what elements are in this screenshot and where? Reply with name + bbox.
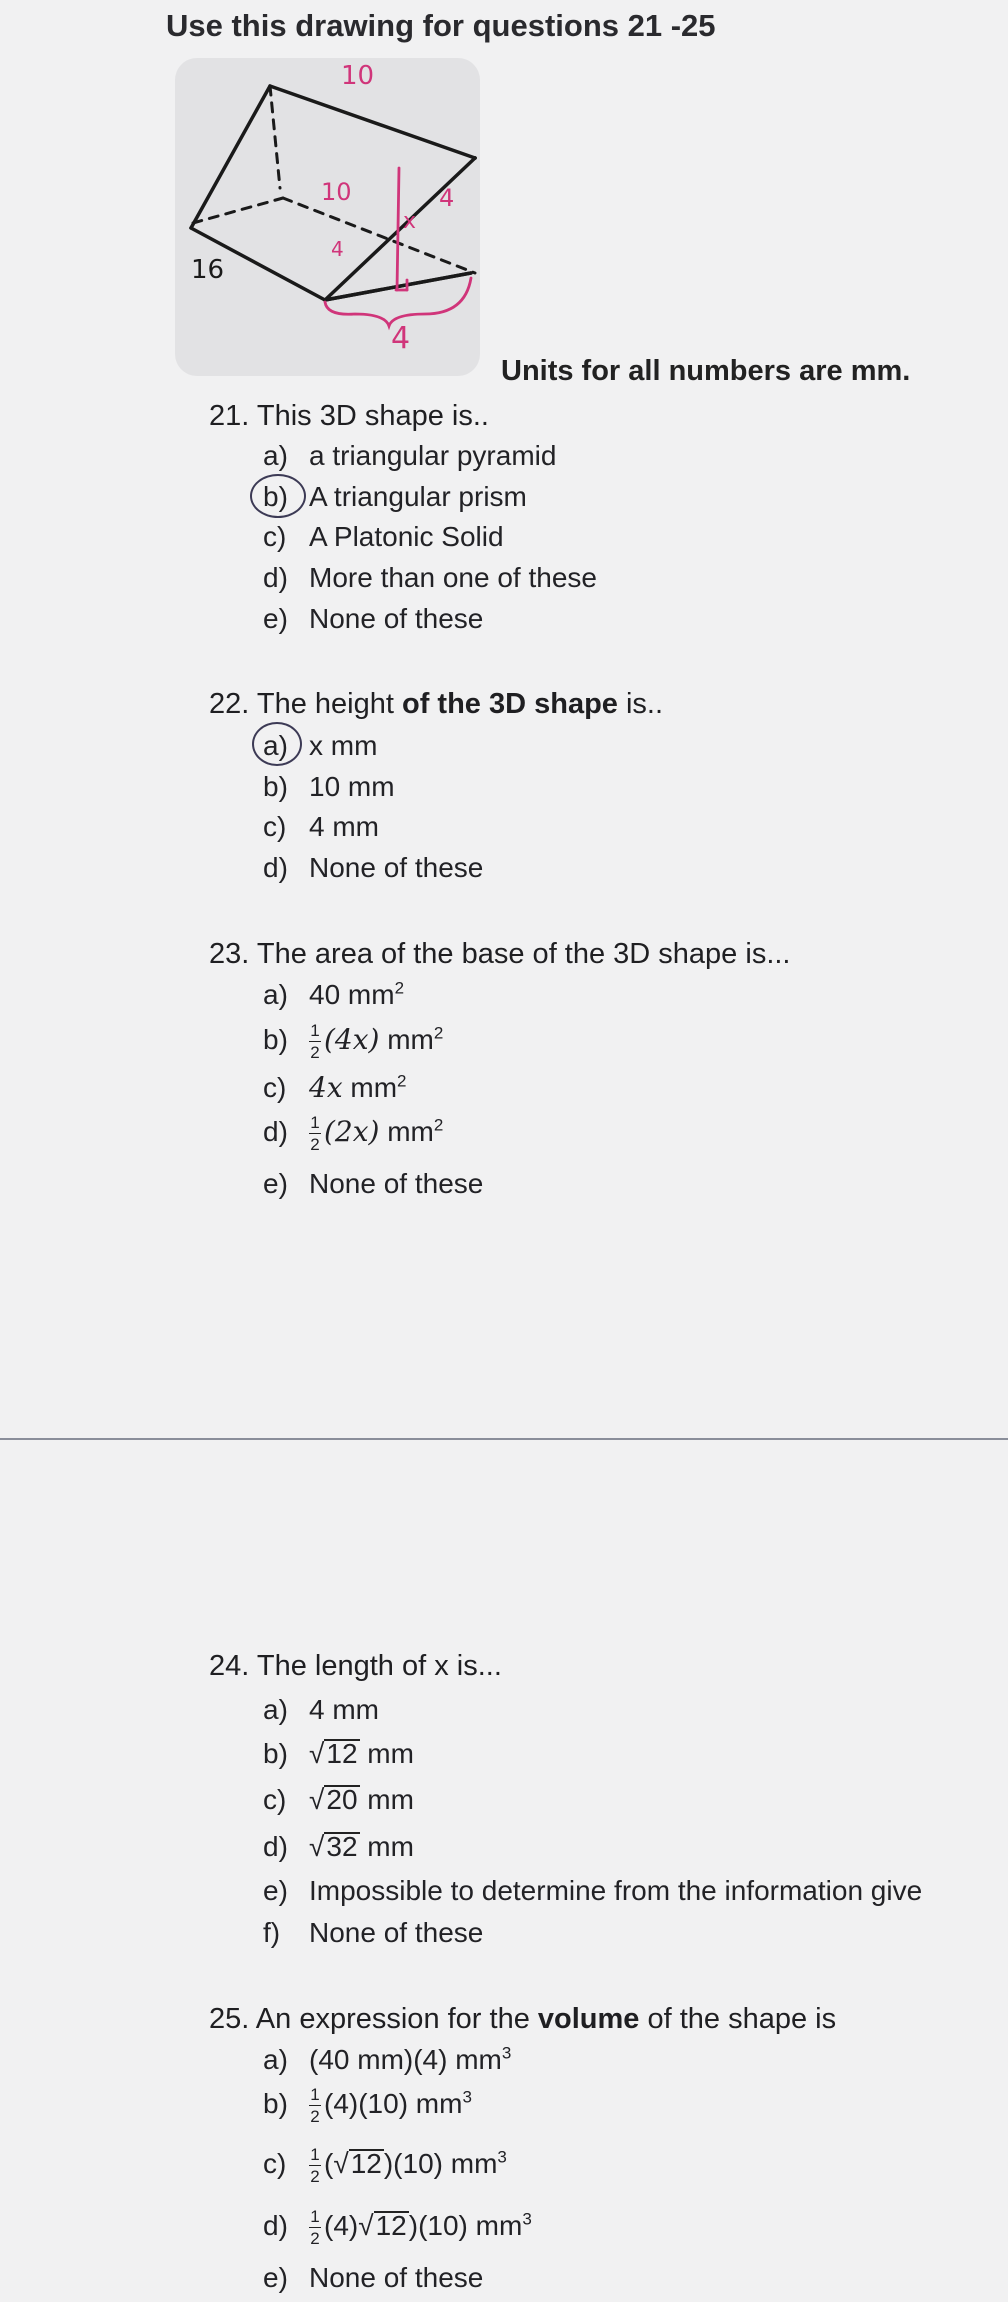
- option-23a[interactable]: a) 40 $mm^2$: [263, 978, 405, 1010]
- option-24b[interactable]: b) √12 mm: [263, 1738, 414, 1769]
- option-21e[interactable]: e) None of these: [263, 603, 484, 634]
- option-22b[interactable]: b) 10 mm: [263, 771, 395, 802]
- option-25d[interactable]: d) $\frac{1}{2}$ (4)√12)(10) $mm^3$: [263, 2207, 532, 2248]
- page-title: Use this drawing for questions 21 -25: [166, 8, 716, 43]
- question-22: 22. The height of the 3D shape is..: [209, 688, 664, 720]
- triangular-prism-diagram: [175, 58, 485, 378]
- option-22a[interactable]: a) x mm: [263, 730, 378, 761]
- question-21: 21. This 3D shape is..: [209, 400, 489, 432]
- label-left-edge: 16: [191, 255, 225, 285]
- label-side-right: 4: [439, 184, 455, 212]
- hidden-back-edge: [270, 86, 280, 188]
- option-23e[interactable]: e) None of these: [263, 1168, 484, 1199]
- option-23d[interactable]: d) $\frac{1}{2}$ (2x) $mm^2$: [263, 1113, 444, 1154]
- option-21c[interactable]: c) A Platonic Solid: [263, 521, 504, 552]
- option-21a[interactable]: a) a triangular pyramid: [263, 440, 557, 471]
- option-25e[interactable]: e) None of these: [263, 2262, 484, 2293]
- option-24d[interactable]: d) √32 mm: [263, 1831, 414, 1862]
- question-23: 23. The area of the base of the 3D shape is...: [209, 938, 791, 970]
- option-24e[interactable]: e) Impossible to determine from the information give: [263, 1875, 923, 1906]
- label-top-edge: 10: [341, 61, 375, 91]
- option-23b[interactable]: b) $\frac{1}{2}$ (4x) $mm^2$: [263, 1021, 444, 1062]
- option-24c[interactable]: c) √20 mm: [263, 1784, 414, 1815]
- option-25a[interactable]: a) (40 mm)(4) $mm^3$: [263, 2043, 512, 2075]
- units-note: Units for all numbers are mm.: [501, 355, 911, 387]
- answer-circle-22a: [252, 722, 302, 766]
- option-23c[interactable]: c) 4x $mm^2$: [263, 1071, 407, 1104]
- label-inner-four: 4: [331, 237, 344, 261]
- option-21d[interactable]: d) More than one of these: [263, 562, 597, 593]
- label-inner-edge: 10: [321, 178, 352, 206]
- prism-left-slant: [191, 86, 270, 228]
- height-line-x: [397, 168, 399, 290]
- label-bottom-four: 4: [391, 321, 411, 356]
- question-25: 25. An expression for the volume of the shape is: [209, 2003, 837, 2035]
- prism-top-edge: [270, 86, 475, 158]
- option-21b[interactable]: b) A triangular prism: [263, 481, 527, 512]
- option-24f[interactable]: f) None of these: [263, 1917, 484, 1948]
- page-divider: [0, 1438, 1008, 1440]
- option-22d[interactable]: d) None of these: [263, 852, 484, 883]
- option-25b[interactable]: b) $\frac{1}{2}$ (4)(10) $mm^3$: [263, 2085, 472, 2126]
- question-24: 24. The length of x is...: [209, 1650, 502, 1682]
- option-22c[interactable]: c) 4 mm: [263, 811, 379, 842]
- option-25c[interactable]: c) $\frac{1}{2}$ (√12)(10) $mm^3$: [263, 2145, 507, 2186]
- label-x: x: [403, 209, 417, 234]
- answer-circle-21b: [250, 474, 306, 518]
- option-24a[interactable]: a) 4 mm: [263, 1694, 379, 1725]
